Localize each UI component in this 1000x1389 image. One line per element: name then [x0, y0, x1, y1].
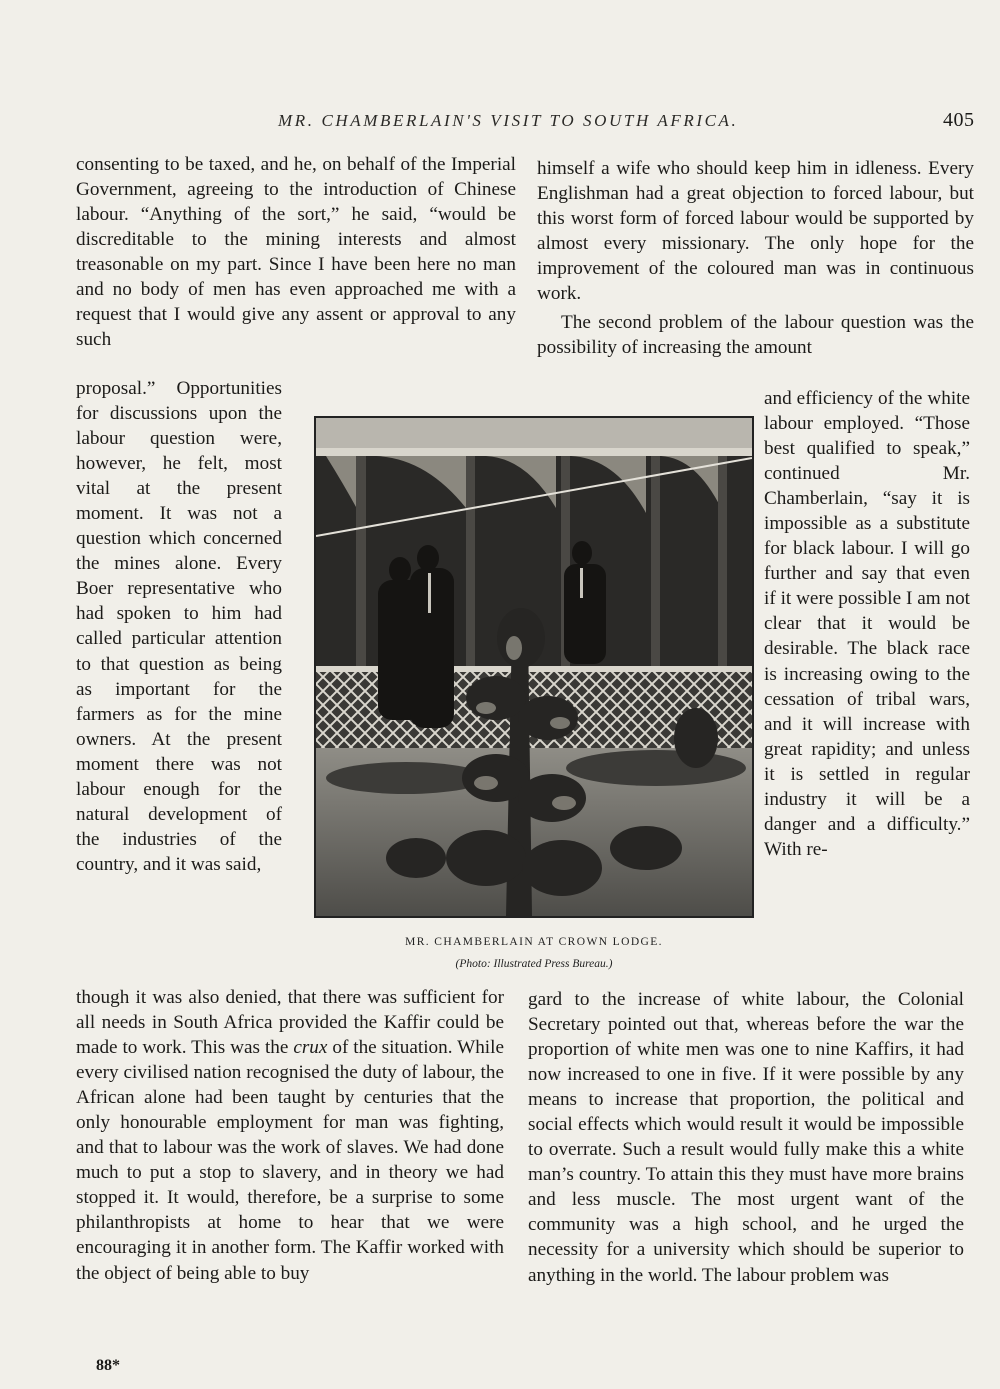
right-column-bottom-text	[528, 987, 964, 1288]
signature-mark: 88*	[96, 1357, 120, 1374]
photo-caption: MR. CHAMBERLAIN AT CROWN LODGE.	[405, 936, 663, 948]
right-top-paragraph-1: himself a wife who should keep him in idleness. Every Englishman had a great objection to forced labour, but this worst form of forced labour would be supported by almost every missionary. The only hope for the improvement of the coloured man was in continuous work.	[537, 158, 974, 305]
veranda-photograph	[314, 416, 754, 918]
page-number: 405	[943, 109, 975, 131]
photo-illustration	[316, 418, 752, 916]
right-top-paragraph-2: The second problem of the labour question was the possibility of increasing the amount	[537, 312, 974, 359]
running-title: MR. CHAMBERLAIN'S VISIT TO SOUTH AFRICA.	[278, 111, 739, 130]
left-column-top-text	[76, 152, 516, 352]
left-column-bottom-text	[76, 985, 504, 1286]
left-bottom-paragraph	[76, 985, 504, 1286]
left-top-paragraph: consenting to be taxed, and he, on behalf of the Imperial Government, agreeing to the introduction of Chinese labour. “Anything of the sort,” he said, “would be discreditable to the mining interests and almost treasonable on my part. Since I have been here no man and no body of men has even approached me with a request that I would give any assent or approval to any such	[76, 154, 516, 351]
right-bottom-paragraph: gard to the increase of white labour, the Colonial Secretary pointed out that, whereas before the war the proportion of white men was one to nine Kaffirs, it had now increased to one in five. If it were possible by any means to increase that proportion, the political and social effects which would result it would be impossible to overrate. Such a result would fully make this a white man’s country. To attain this they must have more brains and less muscle. The most urgent want of the community was a high school, and he urged the necessity for a university which should be superior to anything in the world. The labour problem was	[528, 989, 964, 1286]
right-wrap-paragraph: and efficiency of the white labour employed. “Those best qualified to speak,” continued Mr. Chamberlain, “say it is impossible as a substitute for black labour. I will go further and say that even if it were possible I am not clear that it would be desirable. The black race is increasing owing to the cessation of tribal wars, and it will increase with great rapidity; and unless it is settled in regular industry it will be a danger and a difficulty.” With re-	[764, 388, 970, 860]
crux-italic: crux	[293, 1037, 328, 1059]
left-bottom-pre: though it was also denied, that there was sufficient for all needs in South Africa provided the Kaffir could be made to work. This was the	[76, 987, 504, 1059]
right-wrap-text	[764, 386, 970, 862]
left-wrap-paragraph: proposal.” Opportunities for discussions upon the labour question were, however, he felt, most vital at the present moment. It was not a question which concerned the mines alone. Every Boer representative who had spoken to him had called particular attention to that question as being as important for the farmers as for the mine owners. At the present moment there was not labour enough for the natural development of the industries of the country, and it was said,	[76, 378, 282, 875]
left-wrap-text	[76, 376, 282, 877]
running-head	[0, 111, 1000, 135]
left-bottom-post: of the situation. While every civilised nation recognised the duty of labour, the African alone had been taught by centuries that the only honourable employment for man was fighting, and that to labour was the work of slaves. We had done much to put a stop to slavery, and in theory we had stopped it. It would, therefore, be a surprise to some philanthropists at home to hear that we were encouraging it in another form. The Kaffir worked with the object of being able to buy	[76, 1037, 504, 1284]
right-column-top-text	[537, 156, 974, 360]
photo-credit: (Photo: Illustrated Press Bureau.)	[455, 958, 613, 970]
